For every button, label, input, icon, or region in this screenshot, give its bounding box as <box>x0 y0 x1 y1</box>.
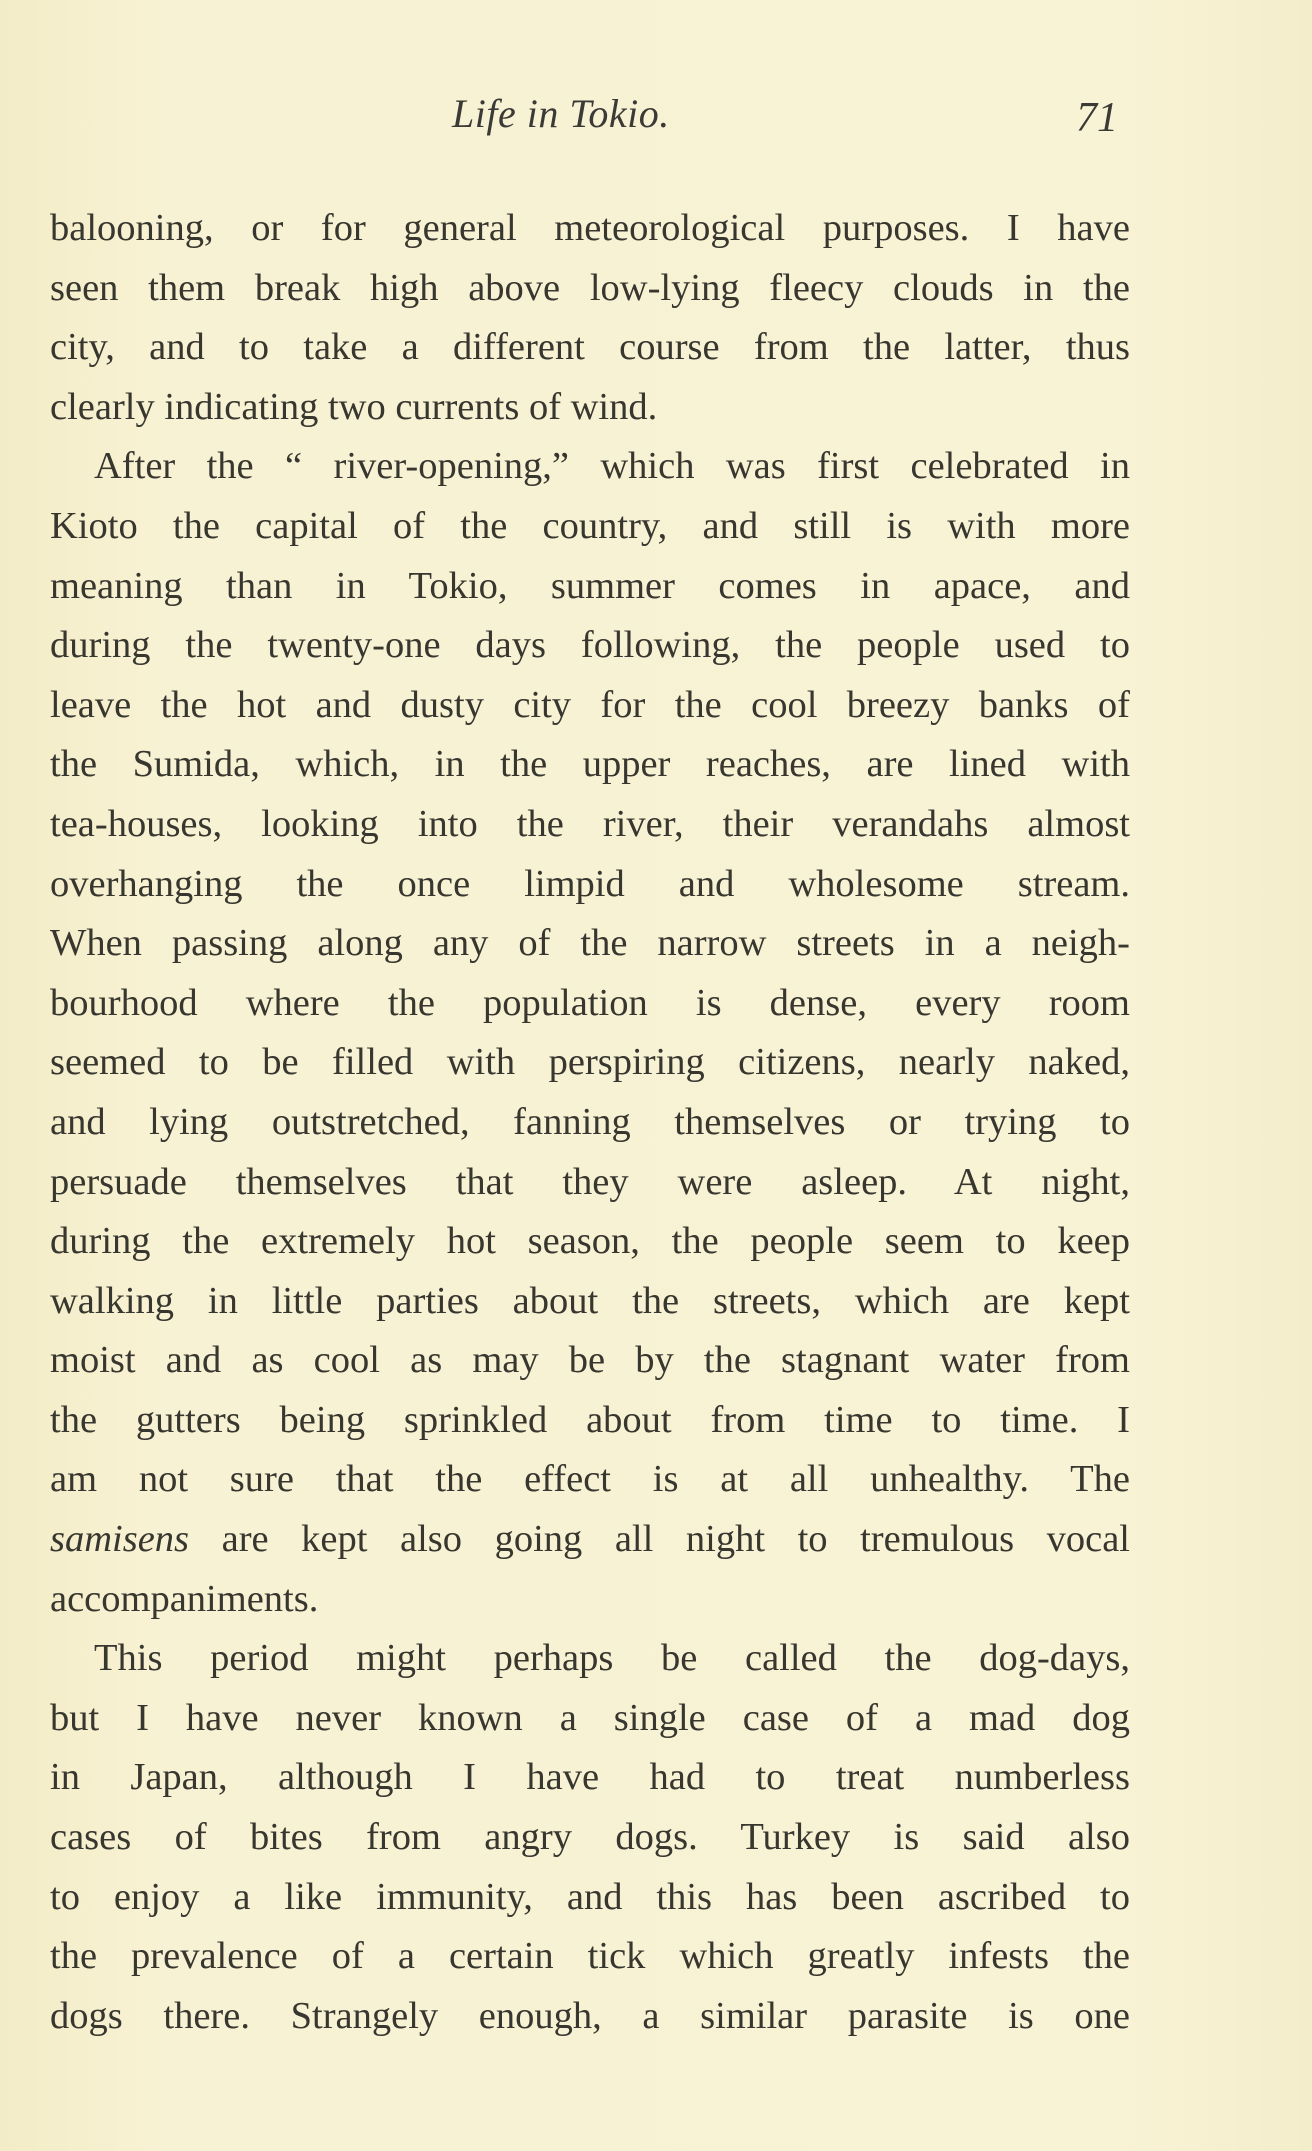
text-line: and lying outstretched, fanning themselves or trying to <box>50 1100 1130 1143</box>
text-line: to enjoy a like immunity, and this has been ascribed to <box>50 1875 1130 1918</box>
text-line: the prevalence of a certain tick which greatly infests the <box>50 1935 1130 1978</box>
running-title: Life in Tokio. <box>452 91 670 136</box>
text-line: moist and as cool as may be by the stagnant water from <box>50 1339 1130 1382</box>
body-text <box>50 199 1130 2046</box>
text-line: meaning than in Tokio, summer comes in apace, and <box>50 564 1130 607</box>
text-line: tea-houses, looking into the river, their verandahs almost <box>50 802 1130 845</box>
text-line: but I have never known a single case of a mad dog <box>50 1696 1130 1739</box>
text-line: This period might perhaps be called the dog-days, <box>94 1637 1130 1680</box>
text-line: balooning, or for general meteorological purposes. I have <box>50 207 1130 249</box>
text-line: seemed to be filled with perspiring citizens, nearly naked, <box>50 1041 1130 1084</box>
text-line: in Japan, although I have had to treat numberless <box>50 1756 1130 1799</box>
text-line: leave the hot and dusty city for the cool breezy banks of <box>50 683 1130 726</box>
text-line-with-italic <box>50 1510 1130 1570</box>
text-line: the Sumida, which, in the upper reaches, are lined with <box>50 743 1130 786</box>
text-line: clearly indicating two currents of wind. <box>50 385 658 428</box>
text-line: accompaniments. <box>50 1577 319 1620</box>
text-line: city, and to take a different course from the latter, thus <box>50 326 1130 369</box>
running-head <box>0 90 1312 150</box>
text-line-rest: are kept also going all night to tremulous vocal <box>221 1518 1131 1561</box>
text-line: walking in little parties about the streets, which are kept <box>50 1279 1130 1322</box>
text-line: When passing along any of the narrow streets in a neigh- <box>50 922 1130 965</box>
text-line: bourhood where the population is dense, every room <box>50 981 1130 1024</box>
text-line: the gutters being sprinkled about from time to time. I <box>50 1398 1130 1441</box>
text-line: dogs there. Strangely enough, a similar parasite is one <box>50 1994 1130 2037</box>
text-line: overhanging the once limpid and wholesome stream. <box>50 862 1130 905</box>
text-line: cases of bites from angry dogs. Turkey is said also <box>50 1816 1130 1859</box>
text-line: during the extremely hot season, the people seem to keep <box>50 1220 1130 1263</box>
text-line: persuade themselves that they were asleep. At night, <box>50 1160 1130 1203</box>
text-line: am not sure that the effect is at all unhealthy. The <box>50 1458 1130 1501</box>
text-line: during the twenty-one days following, the people used to <box>50 624 1130 667</box>
text-line: Kioto the capital of the country, and still is with more <box>50 504 1130 547</box>
page-number: 71 <box>1076 95 1118 141</box>
italic-term: samisens <box>50 1518 190 1561</box>
text-line: After the “ river-opening,” which was first celebrated in <box>94 445 1130 488</box>
text-line: seen them break high above low-lying fleecy clouds in the <box>50 266 1130 309</box>
